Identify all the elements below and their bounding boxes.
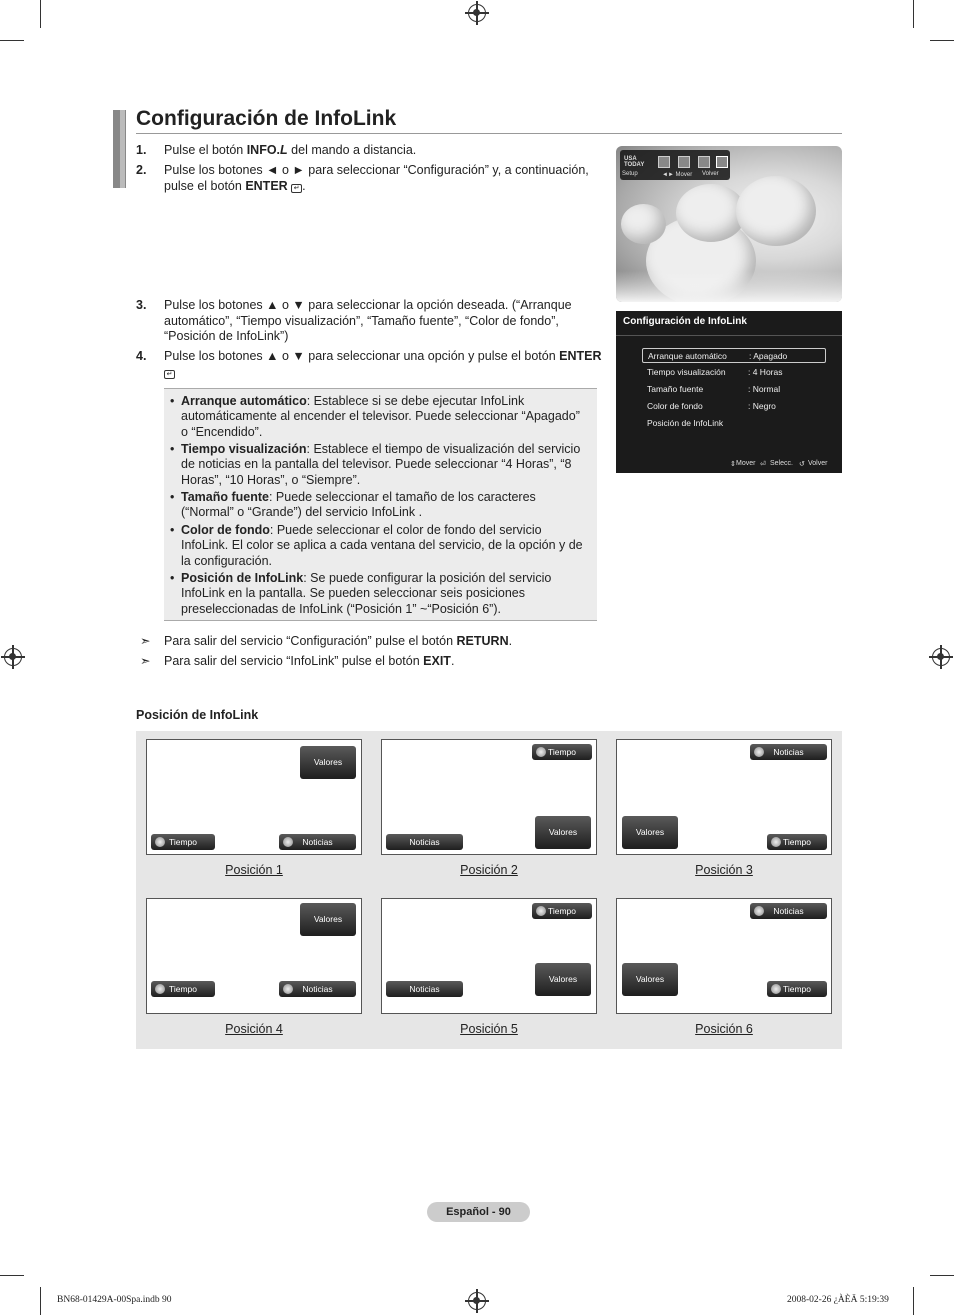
tiempo-box: [767, 981, 827, 997]
position-label: Posición 5: [460, 1022, 518, 1036]
step-text: del mando a distancia.: [287, 143, 417, 157]
photo-icon: [658, 156, 670, 168]
chip-label: Tiempo: [168, 837, 198, 847]
chip-label: Tiempo: [782, 984, 812, 994]
note-key: EXIT: [423, 654, 451, 668]
bullet-text: : Establece el tiempo de visualización del servicio de noticias en la pantalla del televisor. Puede seleccionar “4 Horas”, “8 Horas”, “10 Horas”, o “Siempre”.: [181, 442, 581, 487]
menu-row[interactable]: [642, 382, 826, 397]
menu-row[interactable]: [642, 365, 826, 380]
position-label: Posición 6: [695, 1022, 753, 1036]
position-6-screen: [616, 898, 832, 1014]
infolink-menu-screenshot: [616, 311, 842, 473]
globe-icon: [283, 837, 293, 847]
position-4-screen: [146, 898, 362, 1014]
menu-title: Configuración de InfoLink: [623, 316, 747, 327]
noticias-box: [279, 834, 356, 850]
divider: [616, 335, 842, 336]
valores-box: Valores: [535, 816, 591, 849]
position-3-screen: [616, 739, 832, 855]
tiempo-box: [151, 834, 215, 850]
menu-foot-move: Mover: [736, 460, 756, 467]
menu-row[interactable]: [642, 399, 826, 414]
polar-bear-image: [736, 176, 816, 246]
file-slug: BN68-01429A-00Spa.indb 90: [57, 1295, 172, 1305]
note-arrow-icon: ➣: [140, 634, 151, 648]
bullet-term: Arranque automático: [181, 394, 307, 408]
setup-icon: [716, 156, 728, 168]
position-5-screen: [381, 898, 597, 1014]
bullet-text: : Puede seleccionar el tamaño de los caracteres (“Normal” o “Grande”) del servicio InfoLink .: [181, 490, 536, 520]
chip-label: Tiempo: [782, 837, 812, 847]
chip-label: Tiempo: [168, 984, 198, 994]
chip-label: Noticias: [409, 984, 440, 994]
globe-icon: [754, 906, 764, 916]
chip-label: Noticias: [302, 984, 333, 994]
globe-icon: [536, 906, 546, 916]
valores-box: Valores: [300, 746, 356, 779]
globe-icon: [771, 837, 781, 847]
tv-screenshot: [616, 146, 842, 302]
valores-box: Valores: [535, 963, 591, 996]
registration-mark-icon: [468, 1292, 486, 1310]
step-number: 1.: [136, 143, 147, 157]
crop-mark: [0, 40, 24, 41]
enter-icon: ↵: [164, 370, 175, 379]
chip-label: Noticias: [302, 837, 333, 847]
menu-row-label: Color de fondo: [647, 401, 703, 411]
noticias-box: [386, 834, 463, 850]
bullet-item: • Arranque automático: Establece si se debe ejecutar InfoLink automáticamente al encender el televisor. Puede seleccionar “Apagado” o “Encendido”.: [170, 394, 580, 439]
tiempo-box: [532, 903, 592, 919]
step-3: [136, 298, 606, 345]
bullet-item: • Tamaño fuente: Puede seleccionar el tamaño de los caracteres (“Normal” o “Grande”) del servicio InfoLink .: [170, 490, 536, 520]
back-label: Volver: [702, 171, 719, 177]
noticias-box: [750, 903, 827, 919]
bullet-term: Posición de InfoLink: [181, 571, 304, 585]
option-description-box: [164, 388, 597, 621]
step-key: L: [280, 143, 288, 157]
chip-label: Tiempo: [547, 906, 577, 916]
enter-icon: ↵: [291, 184, 302, 193]
position-label: Posición 1: [225, 863, 283, 877]
position-2-screen: [381, 739, 597, 855]
valores-box: Valores: [622, 963, 678, 996]
return-icon: ↺: [799, 461, 805, 468]
position-label: Posición 3: [695, 863, 753, 877]
note-key: RETURN: [456, 634, 509, 648]
globe-icon: [536, 747, 546, 757]
positions-panel: [136, 731, 842, 1049]
crop-mark: [913, 0, 914, 28]
crop-mark: [0, 1275, 24, 1276]
bullet-item: • Tiempo visualización: Establece el tiempo de visualización del servicio de noticias en la pantalla del televisor. Puede seleccionar “4 Horas”, “8 Horas”, “10 Horas”, o “Siempre”.: [170, 442, 581, 487]
menu-row-label: Tamaño fuente: [647, 384, 704, 394]
date-slug: 2008-02-26 ¿ÀÈÄ 5:19:39: [787, 1295, 889, 1305]
note-text: .: [508, 634, 513, 648]
bullet-term: Color de fondo: [181, 523, 270, 537]
noticias-box: [750, 744, 827, 760]
bullet-item: • Color de fondo: Puede seleccionar el color de fondo del servicio InfoLink. El color se aplica a cada ventana del servicio, de la opción y de la configuración.: [170, 523, 583, 568]
registration-mark-icon: [468, 4, 486, 22]
menu-foot-back: Volver: [808, 460, 828, 467]
menu-row-value: : 4 Horas: [748, 367, 783, 377]
bullet-text: : Se puede configurar la posición del servicio InfoLink en la pantalla. Se pueden seleccionar seis posiciones preseleccionadas de InfoLink (“Posición 1” ~“Posición 6”).: [181, 571, 552, 616]
menu-row-value: : Normal: [748, 384, 781, 394]
chip-label: Noticias: [773, 747, 804, 757]
noticias-box: [386, 981, 463, 997]
menu-foot-select: Selecc.: [770, 460, 793, 467]
bullet-term: Tiempo visualización: [181, 442, 307, 456]
chip-label: Noticias: [773, 906, 804, 916]
menu-row-label: Tiempo visualización: [647, 367, 726, 377]
position-label: Posición 4: [225, 1022, 283, 1036]
globe-icon: [155, 837, 165, 847]
setup-label: Setup: [622, 171, 638, 177]
globe-icon: [283, 984, 293, 994]
chip-label: Noticias: [409, 837, 440, 847]
usa-today-logo: USA TODAY: [624, 156, 645, 168]
crop-mark: [913, 1287, 914, 1315]
step-number: 4.: [136, 349, 147, 363]
menu-row-label: Arranque automático: [648, 351, 727, 361]
enter-icon: ⏎: [760, 461, 766, 468]
snow-ground: [616, 271, 842, 302]
noticias-box: [279, 981, 356, 997]
note-text: Para salir del servicio “Configuración” pulse el botón: [164, 634, 457, 648]
step-key: INFO.: [246, 143, 281, 157]
step-number: 2.: [136, 163, 147, 177]
crop-mark: [930, 1275, 954, 1276]
registration-mark-icon: [4, 648, 22, 666]
tiempo-box: [767, 834, 827, 850]
bullet-item: • Posición de InfoLink: Se puede configurar la posición del servicio InfoLink en la pantalla. Se pueden seleccionar seis posiciones preseleccionadas de InfoLink (“Posición 1” ~“Posición 6”).: [170, 571, 552, 616]
polar-bear-image: [621, 204, 666, 244]
tiempo-box: [151, 981, 215, 997]
note: [140, 633, 512, 648]
move-label: ◄► Mover: [662, 172, 693, 178]
valores-box: Valores: [300, 903, 356, 936]
step-text: Pulse los botones ◄ o ► para seleccionar “Configuración” y, a continuación, pulse el botón: [164, 163, 589, 193]
page-title: Configuración de InfoLink: [136, 107, 397, 130]
step-1: [136, 143, 606, 159]
menu-row-value: : Apagado: [749, 351, 788, 361]
positions-heading: Posición de InfoLink: [136, 708, 259, 722]
menu-row[interactable]: [642, 348, 826, 363]
menu-row[interactable]: [642, 416, 826, 431]
divider: [136, 133, 842, 134]
bullet-text: : Establece si se debe ejecutar InfoLink automáticamente al encender el televisor. Puede seleccionar “Apagado” o “Encendido”.: [181, 394, 580, 439]
position-label: Posición 2: [460, 863, 518, 877]
updown-icon: ⇕: [730, 461, 736, 468]
step-text: Pulse el botón: [164, 143, 247, 157]
valores-box: Valores: [622, 816, 678, 849]
tiempo-box: [532, 744, 592, 760]
bullet-term: Tamaño fuente: [181, 490, 269, 504]
chip-label: Tiempo: [547, 747, 577, 757]
globe-icon: [155, 984, 165, 994]
step-text: Pulse los botones ▲ o ▼ para seleccionar una opción y pulse el botón: [164, 349, 560, 363]
globe-icon: [771, 984, 781, 994]
crop-mark: [930, 40, 954, 41]
stock-icon: [698, 156, 710, 168]
crop-mark: [40, 1287, 41, 1315]
note: [140, 653, 454, 668]
page-number: Español - 90: [427, 1202, 530, 1222]
note-text: Para salir del servicio “InfoLink” pulse el botón: [164, 654, 424, 668]
globe-icon: [754, 747, 764, 757]
step-2: 2. Pulse los botones ◄ o ► para seleccionar “Configuración” y, a continuación, pulse el botón ENTER ↵ .: [136, 163, 589, 193]
menu-row-value: : Negro: [748, 401, 776, 411]
note-arrow-icon: ➣: [140, 654, 151, 668]
title-accent-bar: [120, 110, 125, 188]
bullet-text: : Puede seleccionar el color de fondo del servicio InfoLink. El color se aplica a cada ventana del servicio, de la opción y de la configuración.: [181, 523, 583, 568]
position-1-screen: [146, 739, 362, 855]
step-key: ENTER: [245, 178, 288, 193]
menu-row-label: Posición de InfoLink: [647, 418, 724, 428]
crop-mark: [40, 0, 41, 28]
note-text: .: [450, 654, 455, 668]
registration-mark-icon: [932, 648, 950, 666]
step-number: 3.: [136, 298, 147, 312]
step-4: [136, 349, 606, 380]
step-key: ENTER: [559, 349, 602, 363]
step-text: Pulse los botones ▲ o ▼ para seleccionar la opción deseada. (“Arranque automático”, “Tiempo visualización”, “Tamaño fuente”, “Color de fondo”, “Posición de InfoLink”): [164, 298, 572, 343]
weather-icon: [678, 156, 690, 168]
